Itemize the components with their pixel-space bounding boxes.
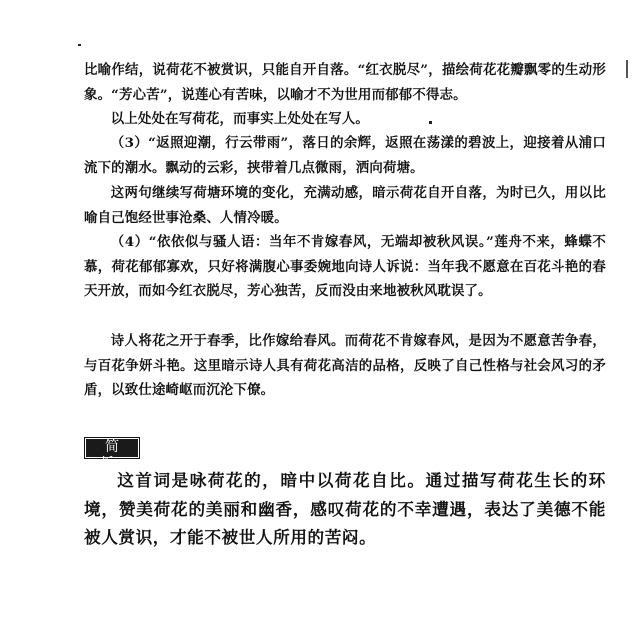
paragraph-commentary-3: 这两句继续写荷塘环境的变化，充满动感，暗示荷花自开自落，为时已久，用以比喻自己饱经世事沧桑、人情冷暖。 xyxy=(84,185,606,226)
scan-speck xyxy=(78,44,81,46)
paragraph-commentary-4: 诗人将花之开于春季，比作嫁给春风。而荷花不肯嫁春风，是因为不愿意苦争春，与百花争妍斗艳。这里暗示诗人具有荷花高洁的品格，反映了自己性格与社会风习的矛盾，以致仕途崎岖而沉沦下僚。 xyxy=(84,333,606,398)
analysis-paragraph: 这首词是咏荷花的，暗中以荷花自比。通过描写荷花生长的环境，赞美荷花的美丽和幽香，感叹荷花的不幸遭遇，表达了美德不能被人赏识，才能不被世人所用的苦闷。 xyxy=(84,470,606,547)
paragraph-item-4: （4）“依依似与骚人语：当年不肯嫁春风，无端却被秋风误。”莲舟不来，蜂蝶不慕，荷花郁郁寡欢，只好将满腹心事委婉地向诗人诉说：当年我不愿意在百花斗艳的春天开放，而如今红衣脱尽，芳心独苦，反而没由来地被秋风耽误了。 xyxy=(84,234,606,299)
paragraph-summary: 以上处处在写荷花，而事实上处处在写人。 xyxy=(110,111,370,127)
section-heading: 简析 xyxy=(86,439,138,457)
section-heading-box xyxy=(84,437,140,472)
page-edge-mark xyxy=(626,60,628,78)
paragraph-continuation: 比喻作结，说荷花不被赏识，只能自开自落。“红衣脱尽”，描绘荷花花瓣飘零的生动形象。“芳心苦”，说莲心有苦味，以喻才不为世用而郁郁不得志。 xyxy=(84,62,606,103)
paragraph-item-3: （3）“返照迎潮，行云带雨”，落日的余辉，返照在荡漾的碧波上，迎接着从浦口流下的潮水。飘动的云彩，挟带着几点微雨，洒向荷塘。 xyxy=(84,135,606,176)
